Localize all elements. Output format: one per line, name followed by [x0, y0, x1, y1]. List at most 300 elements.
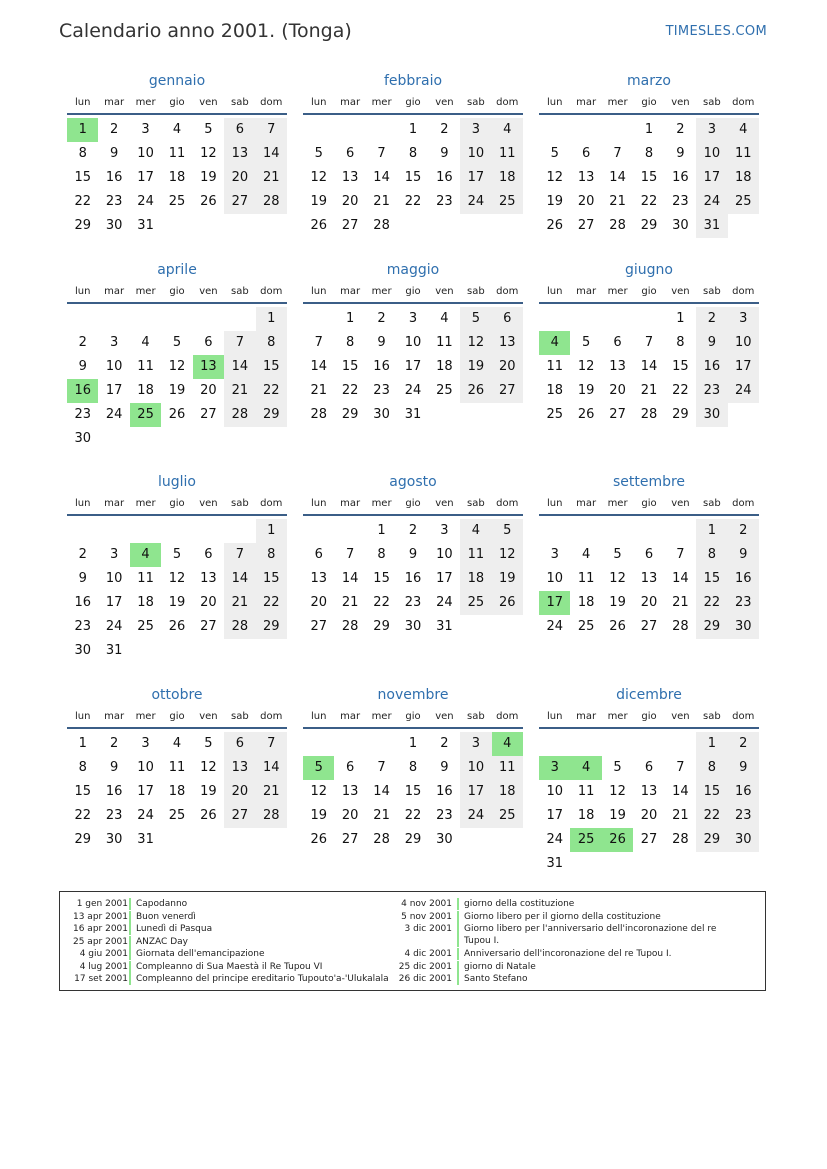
weekday-label: lun — [74, 286, 91, 297]
weekday-label: lun — [74, 711, 91, 722]
day-cell: 11 — [168, 760, 186, 775]
day-cell: 29 — [640, 218, 658, 233]
day-cell: 28 — [672, 832, 689, 847]
day-cell: 31 — [105, 643, 123, 658]
day-cell: 31 — [546, 856, 563, 871]
day-cell: 28 — [224, 615, 255, 639]
weekday-label: dom — [732, 711, 755, 722]
day-cell: 30 — [74, 643, 91, 658]
day-cell: 5 — [204, 122, 213, 137]
day-cell: 3 — [550, 547, 559, 562]
day-cell: 6 — [224, 732, 255, 756]
holiday-day-cell: 1 — [67, 118, 98, 142]
day-cell: 7 — [314, 335, 323, 350]
day-cell: 2 — [408, 523, 418, 538]
day-cell: 7 — [676, 547, 685, 562]
day-cell: 10 — [137, 146, 154, 161]
weekday-label: sab — [467, 711, 485, 722]
holiday-day-cell: 25 — [570, 828, 601, 852]
legend-date: 16 apr 2001 — [72, 924, 128, 934]
weekday-label: mar — [104, 286, 125, 297]
day-cell: 26 — [310, 218, 327, 233]
day-cell: 28 — [341, 619, 359, 634]
day-cell: 8 — [408, 146, 418, 161]
day-cell: 15 — [696, 567, 727, 591]
day-cell: 29 — [373, 619, 390, 634]
month-title: febbraio — [383, 73, 443, 89]
day-cell: 7 — [377, 146, 386, 161]
weekday-label: sab — [231, 498, 249, 509]
day-cell: 15 — [404, 170, 422, 185]
day-cell: 2 — [109, 736, 119, 751]
legend-date: 3 dic 2001 — [404, 924, 452, 934]
weekday-header — [303, 711, 523, 725]
weekday-label: mer — [371, 711, 392, 722]
legend-holiday-name: Lunedì di Pasqua — [136, 924, 213, 934]
day-cell: 14 — [373, 170, 390, 185]
day-cell: 19 — [168, 595, 186, 610]
day-cell: 7 — [256, 732, 287, 756]
day-cell: 22 — [74, 194, 91, 209]
day-cell: 24 — [105, 619, 123, 634]
day-cell: 12 — [460, 331, 491, 355]
day-cell: 24 — [137, 808, 154, 823]
legend-holiday-name: giorno di Natale — [464, 961, 536, 972]
legend-holiday-name: Capodanno — [136, 899, 188, 909]
header-rule — [67, 302, 287, 304]
day-cell: 12 — [492, 543, 523, 567]
day-cell: 7 — [256, 118, 287, 142]
day-cell: 1 — [408, 736, 418, 751]
day-cell: 8 — [696, 756, 727, 780]
day-cell: 19 — [310, 808, 327, 823]
day-cell: 19 — [168, 383, 186, 398]
day-cell: 17 — [728, 355, 759, 379]
day-cell: 23 — [728, 804, 759, 828]
day-cell: 21 — [224, 591, 255, 615]
weekday-label: lun — [546, 286, 563, 297]
month-title: agosto — [389, 474, 437, 490]
weekday-header — [539, 286, 759, 300]
weekday-label: ven — [199, 97, 218, 108]
day-cell: 11 — [492, 756, 523, 780]
day-cell: 25 — [492, 804, 523, 828]
day-cell: 19 — [200, 170, 217, 185]
legend-marker — [129, 961, 131, 973]
day-cell: 25 — [168, 194, 186, 209]
day-cell: 28 — [224, 403, 255, 427]
day-cell: 18 — [137, 383, 154, 398]
weekday-label: gio — [641, 286, 657, 297]
legend-marker — [129, 948, 131, 960]
brand-link[interactable]: TIMESLES.COM — [665, 24, 767, 39]
header-rule — [303, 113, 523, 115]
day-cell: 21 — [341, 595, 359, 610]
day-cell: 12 — [200, 146, 217, 161]
day-cell: 9 — [109, 760, 119, 775]
day-cell: 10 — [105, 571, 123, 586]
legend-marker — [129, 936, 131, 948]
day-cell: 30 — [404, 619, 422, 634]
legend-holiday-name: Anniversario dell'incoronazione del re Tupou I. — [464, 949, 672, 959]
weekday-label: ven — [435, 286, 454, 297]
weekday-label: sab — [703, 286, 721, 297]
day-cell: 1 — [696, 732, 727, 756]
day-cell: 4 — [728, 118, 759, 142]
day-cell: 15 — [256, 355, 287, 379]
weekday-label: dom — [496, 498, 519, 509]
day-cell: 27 — [492, 379, 523, 403]
day-cell: 11 — [460, 543, 491, 567]
weekday-label: ven — [671, 97, 690, 108]
day-cell: 1 — [408, 122, 418, 137]
day-cell: 12 — [577, 359, 595, 374]
day-cell: 27 — [640, 619, 658, 634]
day-cell: 21 — [373, 808, 390, 823]
day-cell: 5 — [613, 760, 622, 775]
day-cell: 3 — [141, 736, 150, 751]
weekday-label: gio — [641, 97, 657, 108]
day-cell: 15 — [341, 359, 359, 374]
day-cell: 1 — [256, 307, 287, 331]
weekday-label: sab — [703, 711, 721, 722]
legend-holiday-name: ANZAC Day — [136, 936, 188, 947]
day-cell: 8 — [78, 146, 87, 161]
day-cell: 7 — [224, 543, 255, 567]
day-cell: 25 — [137, 619, 154, 634]
day-cell: 16 — [105, 170, 123, 185]
day-cell: 8 — [644, 146, 654, 161]
day-cell: 22 — [256, 379, 287, 403]
day-cell: 9 — [440, 146, 449, 161]
day-cell: 31 — [696, 214, 727, 238]
day-cell: 3 — [460, 118, 491, 142]
day-cell: 26 — [310, 832, 327, 847]
day-cell: 20 — [310, 595, 327, 610]
day-cell: 30 — [696, 403, 727, 427]
day-cell: 8 — [377, 547, 386, 562]
day-cell: 9 — [109, 146, 119, 161]
day-cell: 25 — [168, 808, 186, 823]
day-cell: 20 — [200, 383, 217, 398]
day-cell: 16 — [74, 595, 91, 610]
day-cell: 2 — [728, 732, 759, 756]
day-cell: 26 — [546, 218, 563, 233]
weekday-label: mer — [371, 286, 392, 297]
header-rule — [539, 727, 759, 729]
day-cell: 4 — [460, 519, 491, 543]
day-cell: 2 — [109, 122, 119, 137]
day-cell: 7 — [224, 331, 255, 355]
day-cell: 19 — [310, 194, 327, 209]
day-cell: 20 — [224, 166, 255, 190]
day-cell: 28 — [373, 218, 390, 233]
weekday-label: ven — [199, 711, 218, 722]
weekday-label: dom — [732, 97, 755, 108]
day-cell: 13 — [640, 571, 658, 586]
weekday-label: ven — [671, 711, 690, 722]
day-cell: 6 — [204, 335, 213, 350]
holiday-day-cell: 17 — [539, 591, 570, 615]
day-cell: 17 — [436, 571, 453, 586]
day-cell: 24 — [460, 804, 491, 828]
day-cell: 23 — [728, 591, 759, 615]
weekday-header — [303, 286, 523, 300]
day-cell: 30 — [373, 407, 390, 422]
day-cell: 12 — [168, 571, 186, 586]
day-cell: 13 — [224, 756, 255, 780]
day-cell: 25 — [460, 591, 491, 615]
day-cell: 2 — [377, 311, 386, 326]
day-cell: 24 — [137, 194, 154, 209]
weekday-header — [67, 711, 287, 725]
holiday-day-cell: 26 — [602, 828, 633, 852]
weekday-label: lun — [546, 711, 563, 722]
day-cell: 16 — [105, 784, 123, 799]
legend-marker — [457, 898, 459, 910]
day-cell: 17 — [460, 780, 491, 804]
weekday-label: dom — [260, 498, 283, 509]
day-cell: 29 — [74, 832, 91, 847]
day-cell: 14 — [341, 571, 359, 586]
header-rule — [539, 113, 759, 115]
day-cell: 4 — [141, 335, 150, 350]
weekday-header — [539, 97, 759, 111]
day-cell: 10 — [460, 142, 491, 166]
legend-holiday-name: giorno della costituzione — [464, 899, 575, 909]
day-cell: 16 — [728, 780, 759, 804]
day-cell: 25 — [436, 383, 453, 398]
day-cell: 29 — [74, 218, 91, 233]
legend-date: 26 dic 2001 — [398, 974, 452, 984]
weekday-label: gio — [405, 97, 421, 108]
day-cell: 6 — [345, 760, 355, 775]
legend-holiday-name: Compleanno di Sua Maestà il Re Tupou VI — [136, 961, 323, 972]
day-cell: 2 — [78, 335, 87, 350]
weekday-label: dom — [496, 97, 519, 108]
day-cell: 8 — [78, 760, 87, 775]
day-cell: 19 — [609, 808, 626, 823]
page-title: Calendario anno 2001. (Tonga) — [59, 20, 352, 42]
day-cell: 12 — [546, 170, 563, 185]
legend-marker — [129, 911, 131, 923]
day-cell: 14 — [373, 784, 390, 799]
day-cell: 22 — [404, 194, 422, 209]
day-cell: 4 — [172, 122, 182, 137]
day-cell: 11 — [577, 571, 595, 586]
month-title: marzo — [627, 73, 671, 89]
day-cell: 18 — [460, 567, 491, 591]
weekday-label: sab — [467, 498, 485, 509]
day-cell: 14 — [672, 784, 689, 799]
day-cell: 19 — [492, 567, 523, 591]
legend-date: 4 nov 2001 — [401, 899, 452, 909]
day-cell: 11 — [577, 784, 595, 799]
day-cell: 26 — [168, 407, 186, 422]
day-cell: 17 — [105, 383, 123, 398]
legend-date: 13 apr 2001 — [72, 911, 128, 922]
weekday-label: dom — [732, 286, 755, 297]
legend-date: 1 gen 2001 — [76, 899, 128, 909]
day-cell: 24 — [436, 595, 453, 610]
day-cell: 30 — [105, 832, 123, 847]
day-cell: 20 — [224, 780, 255, 804]
day-cell: 20 — [341, 808, 359, 823]
header-rule — [303, 727, 523, 729]
day-cell: 7 — [644, 335, 654, 350]
holiday-day-cell: 25 — [130, 403, 161, 427]
weekday-label: lun — [546, 97, 563, 108]
day-cell: 13 — [609, 359, 626, 374]
weekday-label: sab — [231, 286, 249, 297]
weekday-label: gio — [169, 711, 185, 722]
day-cell: 26 — [577, 407, 595, 422]
legend-marker — [457, 961, 459, 973]
weekday-label: ven — [671, 498, 690, 509]
day-cell: 11 — [492, 142, 523, 166]
weekday-label: mar — [340, 286, 361, 297]
day-cell: 16 — [404, 571, 422, 586]
weekday-label: dom — [732, 498, 755, 509]
day-cell: 27 — [609, 407, 626, 422]
day-cell: 18 — [546, 383, 563, 398]
day-cell: 22 — [256, 591, 287, 615]
header-rule — [539, 302, 759, 304]
day-cell: 30 — [728, 828, 759, 852]
day-cell: 20 — [200, 595, 217, 610]
weekday-label: sab — [703, 498, 721, 509]
weekday-label: dom — [260, 286, 283, 297]
day-cell: 22 — [696, 591, 727, 615]
day-cell: 9 — [440, 760, 449, 775]
day-cell: 19 — [546, 194, 563, 209]
day-cell: 23 — [436, 194, 453, 209]
day-cell: 13 — [341, 170, 359, 185]
day-cell: 29 — [404, 832, 422, 847]
day-cell: 29 — [256, 403, 287, 427]
day-cell: 18 — [577, 595, 595, 610]
day-cell: 16 — [373, 359, 390, 374]
day-cell: 8 — [408, 760, 418, 775]
day-cell: 23 — [672, 194, 689, 209]
day-cell: 5 — [460, 307, 491, 331]
weekday-label: lun — [310, 286, 327, 297]
header-rule — [67, 727, 287, 729]
day-cell: 14 — [256, 756, 287, 780]
weekday-label: ven — [671, 286, 690, 297]
day-cell: 6 — [644, 547, 654, 562]
day-cell: 9 — [676, 146, 685, 161]
day-cell: 1 — [377, 523, 386, 538]
day-cell: 31 — [137, 832, 154, 847]
day-cell: 10 — [137, 760, 154, 775]
day-cell: 1 — [256, 519, 287, 543]
month-title: gennaio — [148, 73, 206, 89]
day-cell: 20 — [492, 355, 523, 379]
holiday-day-cell: 4 — [130, 543, 161, 567]
day-cell: 5 — [204, 736, 213, 751]
day-cell: 5 — [172, 547, 182, 562]
holiday-day-cell: 4 — [492, 732, 523, 756]
day-cell: 18 — [577, 808, 595, 823]
day-cell: 20 — [640, 808, 658, 823]
legend-marker — [457, 911, 459, 923]
day-cell: 4 — [172, 736, 182, 751]
weekday-label: gio — [405, 498, 421, 509]
day-cell: 6 — [314, 547, 323, 562]
weekday-header — [539, 498, 759, 512]
day-cell: 22 — [640, 194, 658, 209]
day-cell: 13 — [341, 784, 359, 799]
day-cell: 29 — [672, 407, 689, 422]
day-cell: 9 — [78, 571, 87, 586]
weekday-label: sab — [467, 286, 485, 297]
legend-holiday-name: Compleanno del principe ereditario Tupouto'a-'Ulukalala — [136, 974, 389, 984]
weekday-label: gio — [641, 498, 657, 509]
day-cell: 17 — [137, 784, 154, 799]
weekday-label: mer — [135, 97, 156, 108]
weekday-label: mer — [135, 286, 156, 297]
day-cell: 21 — [224, 379, 255, 403]
day-cell: 1 — [696, 519, 727, 543]
weekday-label: mar — [576, 498, 597, 509]
header-rule — [67, 514, 287, 516]
weekday-label: gio — [405, 711, 421, 722]
day-cell: 26 — [492, 591, 523, 615]
header-rule — [303, 514, 523, 516]
day-cell: 13 — [640, 784, 658, 799]
day-cell: 16 — [672, 170, 689, 185]
day-cell: 30 — [105, 218, 123, 233]
holiday-day-cell: 13 — [193, 355, 224, 379]
legend-marker — [129, 923, 131, 935]
day-cell: 29 — [256, 615, 287, 639]
day-cell: 14 — [672, 571, 689, 586]
day-cell: 3 — [440, 523, 449, 538]
weekday-label: lun — [310, 498, 327, 509]
day-cell: 23 — [105, 194, 123, 209]
day-cell: 17 — [460, 166, 491, 190]
month-title: ottobre — [151, 687, 203, 703]
day-cell: 23 — [436, 808, 453, 823]
day-cell: 8 — [676, 335, 685, 350]
day-cell: 12 — [609, 571, 626, 586]
weekday-label: gio — [169, 498, 185, 509]
day-cell: 5 — [314, 146, 323, 161]
day-cell: 15 — [640, 170, 658, 185]
day-cell: 24 — [546, 832, 563, 847]
weekday-label: lun — [74, 97, 91, 108]
weekday-header — [539, 711, 759, 725]
day-cell: 3 — [408, 311, 418, 326]
day-cell: 26 — [460, 379, 491, 403]
day-cell: 10 — [436, 547, 453, 562]
legend-marker — [129, 973, 131, 985]
day-cell: 10 — [546, 571, 563, 586]
day-cell: 27 — [640, 832, 658, 847]
day-cell: 2 — [78, 547, 87, 562]
day-cell: 18 — [728, 166, 759, 190]
day-cell: 11 — [728, 142, 759, 166]
day-cell: 28 — [256, 190, 287, 214]
day-cell: 1 — [78, 736, 87, 751]
day-cell: 4 — [581, 547, 591, 562]
weekday-label: gio — [641, 711, 657, 722]
weekday-label: dom — [260, 97, 283, 108]
legend-date: 4 lug 2001 — [79, 961, 128, 972]
day-cell: 2 — [440, 736, 449, 751]
day-cell: 11 — [137, 359, 154, 374]
